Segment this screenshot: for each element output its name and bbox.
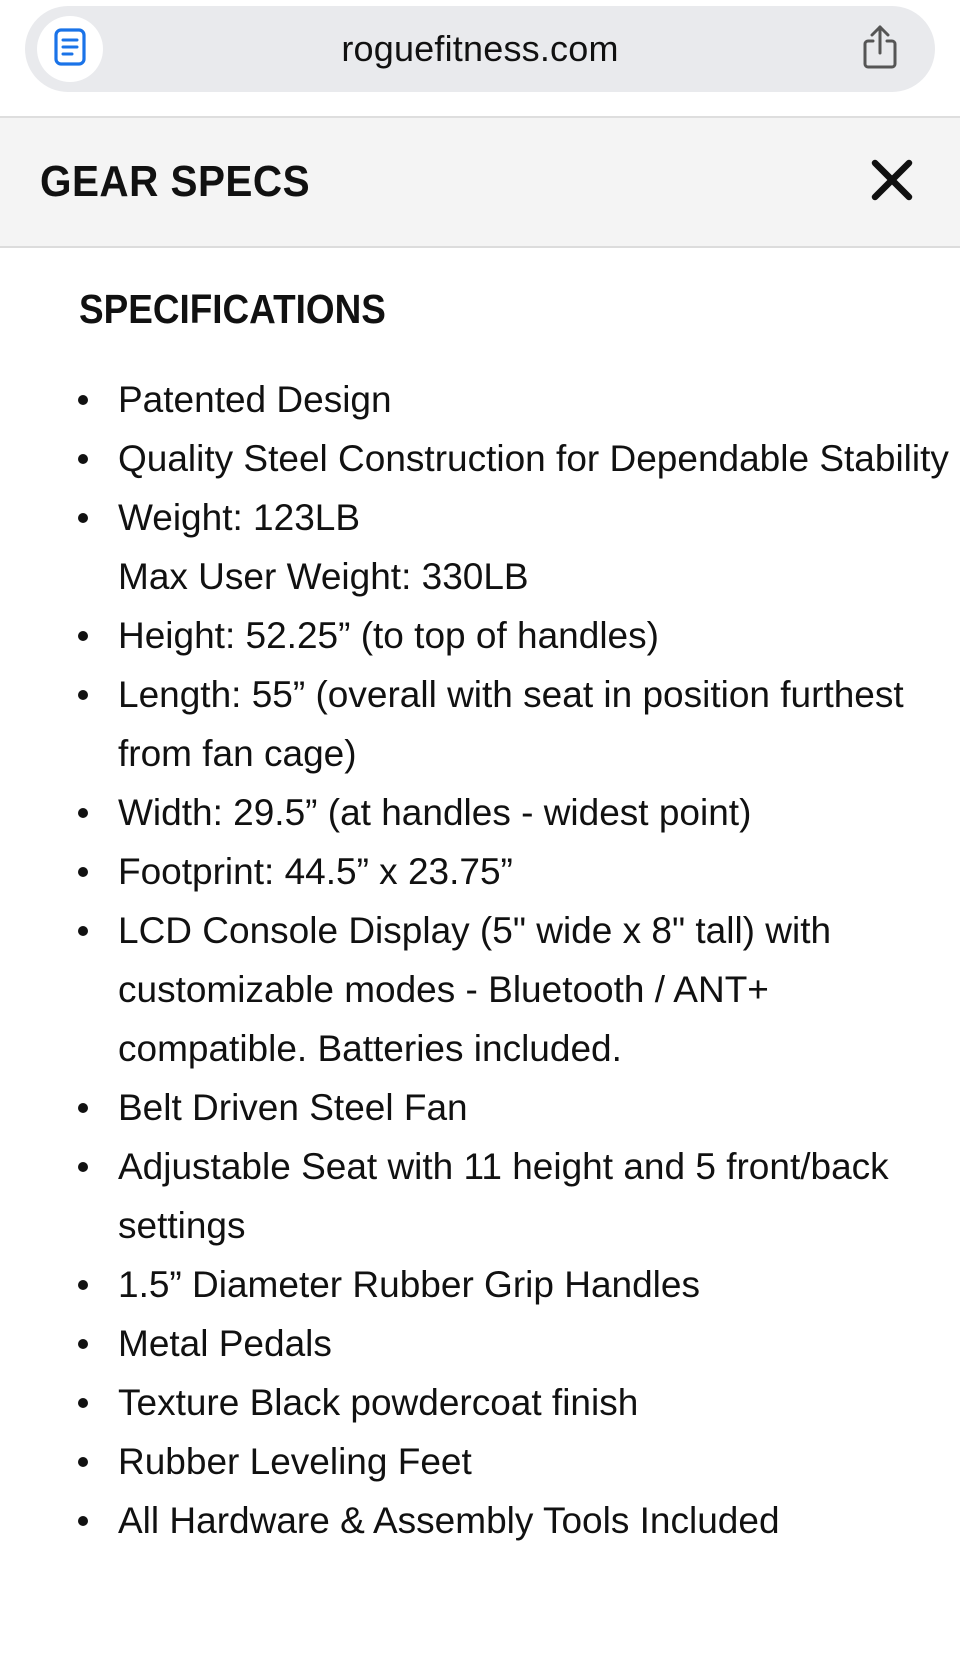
url-text[interactable]: roguefitness.com — [341, 28, 619, 69]
spec-item: Weight: 123LB Max User Weight: 330LB — [118, 488, 960, 606]
spec-item: Texture Black powdercoat finish — [118, 1373, 960, 1432]
modal-header — [0, 118, 960, 248]
url-field[interactable] — [25, 6, 935, 92]
spec-item: LCD Console Display (5" wide x 8" tall) with customizable modes - Bluetooth / ANT+ compatible. Batteries included. — [118, 901, 960, 1078]
share-button[interactable] — [855, 24, 905, 74]
spec-item: Belt Driven Steel Fan — [118, 1078, 960, 1137]
spec-item: Length: 55” (overall with seat in position furthest from fan cage) — [118, 665, 960, 783]
spec-item: 1.5” Diameter Rubber Grip Handles — [118, 1255, 960, 1314]
spec-item: Adjustable Seat with 11 height and 5 front/back settings — [118, 1137, 960, 1255]
browser-address-bar — [0, 0, 960, 118]
spec-item: Metal Pedals — [118, 1314, 960, 1373]
modal-title: GEAR SPECS — [40, 157, 311, 206]
spec-list — [0, 370, 960, 1550]
section-heading: SPECIFICATIONS — [79, 286, 386, 332]
spec-item: All Hardware & Assembly Tools Included — [118, 1491, 960, 1550]
spec-item: Width: 29.5” (at handles - widest point) — [118, 783, 960, 842]
spec-item: Height: 52.25” (to top of handles) — [118, 606, 960, 665]
spec-item: Footprint: 44.5” x 23.75” — [118, 842, 960, 901]
share-icon — [860, 24, 900, 75]
close-icon — [870, 158, 914, 207]
spec-item: Rubber Leveling Feet — [118, 1432, 960, 1491]
spec-item: Quality Steel Construction for Dependable Stability — [118, 429, 960, 488]
close-button[interactable] — [864, 154, 920, 210]
spec-item: Patented Design — [118, 370, 960, 429]
